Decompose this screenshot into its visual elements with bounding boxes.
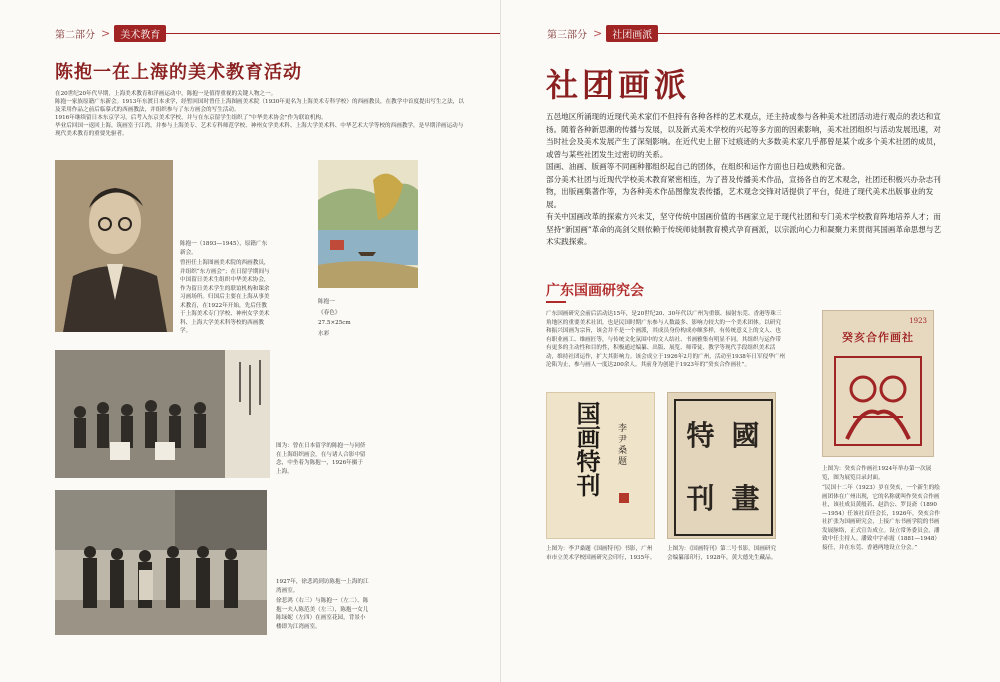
book-cover-calligraphy [546,392,655,539]
caption-line: 徐悲鸿（右三）与陈抱一（左二）、陈抱一夫人陈范美（左三），陈抱一女儿陈绿妮（左四）在画室花园，背景小楼即为江湾画室。 [276,598,369,630]
caption-line: 上图为：李尹桑题《国画特刊》书影，广州市市立美术学校国画研究会印行，1935年。 [546,546,656,561]
caption-line: 上图为：《国画特刊》第二号书影，国画研究会编纂部印行，1928年，黄大德先生藏品。 [667,546,777,561]
caption-line: 陈抱一 [318,299,335,305]
header-rule [160,33,500,34]
header-rule [653,33,1000,34]
intro-paragraph: 有关中国画改革的探索方兴未艾，坚守传统中国画价值的书画家立足于现代社团和专门美术学校教育阵地培养人才；而坚持“新国画”革命的高剑父则依赖于传统师徒制教育模式孕育画派，以宗派向心力和凝聚力来贯彻其国画革命思想与艺术实践探索。 [546,212,942,246]
cover-illustration [833,355,923,447]
right-header [547,24,658,42]
portrait-figure [55,160,173,332]
cover-char: 特 [686,419,715,453]
chapter-intro [546,111,946,249]
section-text [546,310,786,370]
book-cover-tekan [667,392,776,539]
caption-line: 水彩 [318,330,330,337]
painting-landscape [318,160,418,288]
book2-caption [667,545,777,564]
cover-char: 刊 [686,481,715,515]
section-tag: 社团画派 [606,25,658,42]
chevron-right-icon: > [593,26,603,40]
group2-caption [276,578,371,633]
cover-year: 1923 [909,317,927,325]
section-title: 广东国画研究会 [546,283,644,299]
caption-line: 1927年，徐悲鸿到访陈抱一上海的江湾画室。 [276,579,369,594]
caption-line: 《春色》 [318,309,341,316]
book-cover-guihai [822,310,934,457]
caption-line: 上图为：癸亥合作画社1924年举办第一次展览，图为展览目录封面。 [822,466,932,481]
section-title-rule [546,301,566,303]
cover-signature: 李尹桑题 [616,423,626,467]
intro-text [55,90,465,138]
book1-caption [546,545,656,564]
page-title: 陈抱一在上海的美术教育活动 [55,62,302,83]
intro-paragraph: 陈抱一家族原籍广东新会。1913年东渡日本求学，经暂回国时曾任上海图画美术院（1930年更名为上海美术专科学校）的西画教员，在教学中首度提出写生之法，以及采用作品之前后临摹式的西画教法，并组织参与了东方画会的写生活动。 [55,99,464,113]
book3-caption [822,465,940,554]
intro-paragraph: 国画、油画、版画等不同画种都组织起自己的团体，在组织和运作方面也日趋成熟和完备。 [546,162,850,171]
caption-line: 曾担任上海图画美术院的西画教员，并组织“东方画会”；在日留学期间与中国留日美术生组织中华美术协会，作为留日美术学生的联谊机构和课余习画场所。归国后主要在上海从事美术教育，在1922年开始，先后任教于上海美术专门学校、神州女学美术科、上海大学美术科等校的西画教学。 [180,260,270,334]
chapter-title: 社团画派 [546,66,691,104]
intro-paragraph: 1916年继续留日本东京学习，后考入东京美术学校，并与在东京留学生组织了“中华美术协会”作为联谊机构。 [55,115,327,121]
section-paragraph: 广东国画研究会前后活动达15年，是20世纪20、30年代以广州为重镇、辐射东莞、香港等珠三角地区的重要美术社团，也是民国时期广东参与人数最多、影响力较大的一个美术团体。以研究和振兴国画为宗旨，该会并不是一个画派，其成员身份构成亦颇多样，有传统意义上的文人、也有职业画工、维画匠等，与传统文化氛围中的文人结社、书画雅集有明显不同。其组织与运作带有更多的主动性和目的性，积极通过编纂、出版、展览、师带徒、教学等现代手段组织美术活动，维持社团运作，扩大其影响力。该会成立于1926年2月的广州，活动至1938年日军侵华广州沦陷为止，参与画人一度达200余人。其前身为创建于1923年的“癸亥合作画社”。 [546,311,786,368]
section-tag: 美术教育 [114,25,166,42]
cover-char: 國 [731,419,760,453]
painting-spring [318,160,418,288]
painting-caption [318,298,408,340]
intro-paragraph: 部分美术社团与近现代学校美术教育紧密相连，为了普及传播美术作品，宣扬各自的艺术观念，社团还积极兴办杂志刊物，出版画集著作等，为各种美术作品图像发表传播，艺术观念交锋对话提供了平台，促进了现代美术出版事业的发展。 [546,174,941,209]
portrait-caption [180,240,272,338]
left-header [55,24,166,42]
caption-line: 27.5×25cm [318,320,351,326]
cover-title: 癸亥合作画社 [842,331,914,344]
portrait-photo [55,160,173,332]
part-label: 第三部分 [547,29,587,41]
intro-paragraph: 毕业后回国一返回上海，筑画室于江湾，并参与上海美专、艺术专科师范学校、神州女学美术科、上海大学美术科、中华艺术大学等校的西画教学，是早期洋画运动与现代美术教育的重要先驱者。 [55,123,464,137]
intro-paragraph: 在20世纪20年代早期，上海美术教育和洋画运动中，陈抱一是值得重视的关键人物之一。 [55,91,277,97]
cover-characters [678,403,768,528]
caption-line: “民国十二年（1923）岁在癸亥，一个新生的绘画团体在广州出现，它的名称就叫作癸亥合作画社，该社成员黄般若、赵浩公、罗艮斋（1890—1954）任该社首任会长，1926年，癸亥合作社扩张为国画研究会，上接广东书画学院的书画发展脉络，正式宣告成立。设立常务委员会，潘致中任主持人。潘致中字赤霞（1881—1948）接任，并在东莞、香港两地设立分会。” [822,485,940,551]
group-photo-1 [55,350,270,478]
caption-line: 陈抱一（1893—1945），原籍广东新会。 [180,241,268,256]
group1-caption [276,442,366,478]
chevron-right-icon: > [101,26,111,40]
caption-line: 图为：曾在日本留学的陈抱一与同侪在上海组织画会，在与诸人合影中留念，中坐着为陈抱一，1926年摄于上海。 [276,443,366,475]
part-label: 第二部分 [55,29,95,41]
cover-char: 畫 [731,481,760,515]
cover-title: 国画特刊 [572,401,601,497]
group-photo-scene [55,350,270,478]
garden-photo-scene [55,490,267,635]
group-photo-2 [55,490,267,635]
intro-paragraph: 五邑地区所涌现的近现代美术家们不但持有各种各样的艺术观点，还主持或参与各种美术社团活动进行观点的表达和宣扬。随着各种新思潮的传播与发展，以及新式美术学校的兴起等多方面的因素影响，美术社团组织与活动发展迅速，对当时社会及美术发展产生了深刻影响。在近代史上留下过痕迹的大多数美术家几乎都曾是某个或多个美术社团的成员，或曾与某些社团发生过密切的关系。 [546,112,941,159]
seal-stamp [619,493,629,503]
